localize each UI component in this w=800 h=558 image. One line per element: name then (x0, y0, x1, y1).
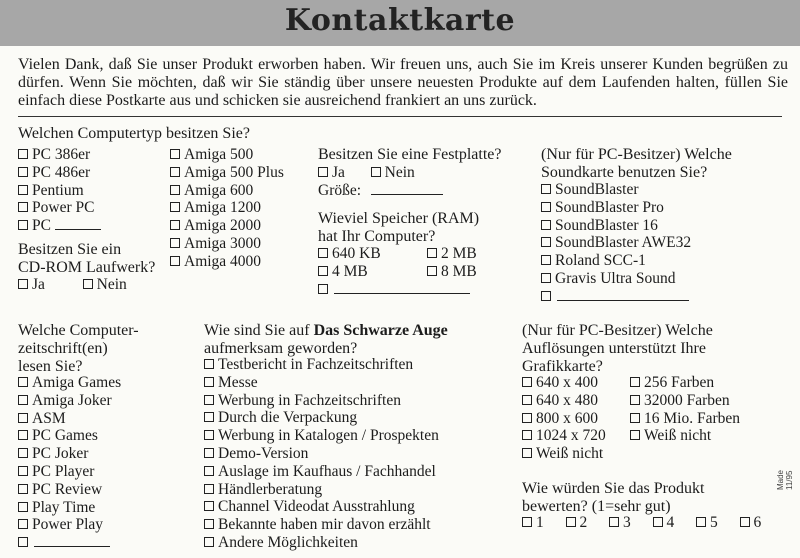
checkbox[interactable] (170, 149, 180, 159)
option-res-640x400[interactable]: 640 x 400 (522, 374, 606, 392)
option-res-800x600[interactable]: 800 x 600 (522, 410, 606, 428)
option-messe[interactable]: Messe (204, 374, 439, 392)
option-cdrom-yes[interactable]: Ja (18, 276, 45, 293)
checkbox[interactable] (18, 220, 28, 230)
checkbox[interactable] (522, 448, 532, 458)
checkbox[interactable] (204, 519, 214, 529)
option-pc-review[interactable]: PC Review (18, 481, 121, 499)
checkbox[interactable] (566, 517, 576, 527)
harddisk-options (318, 164, 415, 182)
option-testbericht[interactable]: Testbericht in Fachzeitschriften (204, 356, 439, 374)
magazines-question: Welche Computer- zeitschrift(en) lesen Sie? (18, 322, 139, 375)
checkbox[interactable] (18, 395, 28, 405)
option-amiga-joker[interactable]: Amiga Joker (18, 392, 121, 410)
option-gravis[interactable]: Gravis Ultra Sound (541, 270, 691, 288)
option-col-32000[interactable]: 32000 Farben (630, 392, 740, 410)
checkbox[interactable] (18, 413, 28, 423)
option-pc-other[interactable]: PC (18, 217, 101, 235)
checkbox[interactable] (18, 466, 28, 476)
checkbox[interactable] (204, 430, 214, 440)
option-power-play[interactable]: Power Play (18, 516, 121, 534)
checkbox[interactable] (18, 279, 28, 289)
intro-text: Vielen Dank, daß Sie unser Produkt erworben haben. Wir freuen uns, auch Sie im Kreis unserer Kunden begrüßen zu dürfen. Wenn Sie möchten, daß wir Sie ständig über unsere neuesten Produkte auf dem Laufenden halten, füllen Sie einfach diese Postkarte aus und schicken sie ausreichend frankiert an uns zurück. (18, 56, 788, 109)
checkbox[interactable] (170, 220, 180, 230)
checkbox[interactable] (204, 412, 214, 422)
soundcard-question: (Nur für PC-Besitzer) Welche Soundkarte benutzen Sie? (541, 146, 732, 181)
computer-question: Welchen Computertyp besitzen Sie? (18, 125, 250, 142)
soundcard-other-field[interactable] (557, 288, 689, 301)
checkbox[interactable] (609, 517, 619, 527)
checkbox[interactable] (371, 167, 381, 177)
option-bekannte[interactable]: Bekannte haben mir davon erzählt (204, 516, 439, 534)
option-amiga-games[interactable]: Amiga Games (18, 374, 121, 392)
option-pc-player[interactable]: PC Player (18, 463, 121, 481)
option-soundblaster-awe32[interactable]: SoundBlaster AWE32 (541, 234, 691, 252)
checkbox[interactable] (427, 248, 437, 258)
option-amiga500plus[interactable]: Amiga 500 Plus (170, 164, 284, 182)
checkbox[interactable] (318, 266, 328, 276)
checkbox[interactable] (170, 256, 180, 266)
checkbox[interactable] (204, 537, 214, 547)
option-col-16mio[interactable]: 16 Mio. Farben (630, 410, 740, 428)
option-rating-1[interactable]: 1 (522, 514, 544, 531)
checkbox[interactable] (522, 395, 532, 405)
option-col-unknown[interactable]: Weiß nicht (630, 427, 740, 445)
option-soundblaster[interactable]: SoundBlaster (541, 181, 691, 199)
option-channel-videodat[interactable]: Channel Videodat Ausstrahlung (204, 498, 439, 516)
option-verpackung[interactable]: Durch die Verpackung (204, 409, 439, 427)
option-amiga600[interactable]: Amiga 600 (170, 182, 284, 200)
checkbox[interactable] (18, 202, 28, 212)
checkbox[interactable] (170, 185, 180, 195)
option-res-640x480[interactable]: 640 x 480 (522, 392, 606, 410)
option-ram-8mb[interactable]: 8 MB (427, 263, 477, 281)
divider (18, 116, 782, 117)
cdrom-question: Besitzen Sie ein CD-ROM Laufwerk? (18, 241, 156, 276)
checkbox[interactable] (630, 430, 640, 440)
harddisk-size: Größe: (318, 182, 443, 200)
option-andere[interactable]: Andere Möglichkeiten (204, 534, 439, 552)
checkbox[interactable] (522, 377, 532, 387)
checkbox[interactable] (170, 167, 180, 177)
checkbox[interactable] (18, 149, 28, 159)
checkbox[interactable] (541, 220, 551, 230)
size-field[interactable] (371, 182, 443, 195)
graphics-resolutions (522, 374, 606, 463)
cdrom-options (18, 276, 127, 294)
checkbox[interactable] (630, 377, 640, 387)
option-res-1024x720[interactable]: 1024 x 720 (522, 427, 606, 445)
option-pc386[interactable]: PC 386er (18, 146, 101, 164)
checkbox[interactable] (318, 248, 328, 258)
checkbox[interactable] (204, 359, 214, 369)
option-hdd-no[interactable]: Nein (371, 164, 415, 181)
option-rating-3[interactable]: 3 (609, 514, 631, 531)
computer-col2 (170, 146, 284, 271)
checkbox[interactable] (522, 517, 532, 527)
option-powerpc[interactable]: Power PC (18, 199, 101, 217)
option-pentium[interactable]: Pentium (18, 182, 101, 200)
checkbox[interactable] (427, 266, 437, 276)
option-magazine-other[interactable] (18, 534, 121, 552)
graphics-question: (Nur für PC-Besitzer) Welche Auflösungen unterstützt Ihre Grafikkarte? (522, 322, 713, 375)
rating-question: Wie würden Sie das Produkt bewerten? (1=sehr gut) (522, 480, 705, 515)
source-question: Wie sind Sie auf Das Schwarze Auge aufmerksam geworden? (204, 322, 448, 357)
checkbox[interactable] (18, 502, 28, 512)
checkbox[interactable] (630, 413, 640, 423)
computer-col1 (18, 146, 101, 235)
option-hdd-yes[interactable]: Ja (318, 164, 345, 181)
checkbox[interactable] (204, 466, 214, 476)
ram-other-field[interactable] (334, 281, 470, 294)
option-amiga4000[interactable]: Amiga 4000 (170, 253, 284, 271)
graphics-colors (630, 374, 740, 445)
checkbox[interactable] (18, 430, 28, 440)
checkbox[interactable] (204, 395, 214, 405)
checkbox[interactable] (740, 517, 750, 527)
checkbox[interactable] (541, 291, 551, 301)
option-rating-6[interactable]: 6 (740, 514, 762, 531)
option-cdrom-no[interactable]: Nein (83, 276, 127, 293)
checkbox[interactable] (18, 448, 28, 458)
option-soundblaster-pro[interactable]: SoundBlaster Pro (541, 199, 691, 217)
checkbox[interactable] (204, 484, 214, 494)
checkbox[interactable] (204, 501, 214, 511)
option-amiga2000[interactable]: Amiga 2000 (170, 217, 284, 235)
option-demo-version[interactable]: Demo-Version (204, 445, 439, 463)
checkbox[interactable] (83, 279, 93, 289)
option-werbung-zeitschriften[interactable]: Werbung in Fachzeitschriften (204, 392, 439, 410)
checkbox[interactable] (318, 284, 328, 294)
checkbox[interactable] (18, 377, 28, 387)
checkbox[interactable] (522, 430, 532, 440)
checkbox[interactable] (318, 167, 328, 177)
option-col-256[interactable]: 256 Farben (630, 374, 740, 392)
harddisk-question: Besitzen Sie eine Festplatte? (318, 146, 502, 163)
page-title: Kontaktkarte (284, 3, 516, 38)
checkbox[interactable] (170, 202, 180, 212)
checkbox[interactable] (18, 519, 28, 529)
checkbox[interactable] (541, 255, 551, 265)
option-play-time[interactable]: Play Time (18, 499, 121, 517)
option-rating-5[interactable]: 5 (696, 514, 718, 531)
option-werbung-kataloge[interactable]: Werbung in Katalogen / Prospekten (204, 427, 439, 445)
option-amiga500[interactable]: Amiga 500 (170, 146, 284, 164)
checkbox[interactable] (630, 395, 640, 405)
checkbox[interactable] (541, 237, 551, 247)
option-res-unknown[interactable]: Weiß nicht (522, 445, 606, 463)
checkbox[interactable] (18, 167, 28, 177)
option-ram-2mb[interactable]: 2 MB (427, 245, 477, 263)
checkbox[interactable] (696, 517, 706, 527)
magazine-other-field[interactable] (34, 534, 110, 547)
option-asm[interactable]: ASM (18, 410, 121, 428)
checkbox[interactable] (653, 517, 663, 527)
option-pc486[interactable]: PC 486er (18, 164, 101, 182)
checkbox[interactable] (204, 448, 214, 458)
option-ram-640kb[interactable]: 640 KB (318, 245, 381, 263)
checkbox[interactable] (204, 377, 214, 387)
checkbox[interactable] (522, 413, 532, 423)
checkbox[interactable] (541, 202, 551, 212)
option-rating-2[interactable]: 2 (566, 514, 588, 531)
option-amiga1200[interactable]: Amiga 1200 (170, 199, 284, 217)
checkbox[interactable] (541, 273, 551, 283)
option-rating-4[interactable]: 4 (653, 514, 675, 531)
option-pc-games[interactable]: PC Games (18, 427, 121, 445)
option-soundblaster-16[interactable]: SoundBlaster 16 (541, 217, 691, 235)
source-options (204, 356, 439, 552)
option-pc-joker[interactable]: PC Joker (18, 445, 121, 463)
option-soundcard-other[interactable] (541, 288, 691, 306)
option-amiga3000[interactable]: Amiga 3000 (170, 235, 284, 253)
soundcard-options (541, 181, 691, 306)
checkbox[interactable] (18, 484, 28, 494)
checkbox[interactable] (170, 238, 180, 248)
rating-options (522, 514, 761, 532)
option-ram-4mb[interactable]: 4 MB (318, 263, 368, 281)
print-note: Made 11/95 (776, 469, 794, 490)
option-roland-scc1[interactable]: Roland SCC-1 (541, 252, 691, 270)
magazines-options (18, 374, 121, 552)
pc-other-field[interactable] (55, 217, 101, 230)
checkbox[interactable] (541, 184, 551, 194)
checkbox[interactable] (18, 537, 28, 547)
checkbox[interactable] (18, 185, 28, 195)
option-ram-other[interactable] (318, 281, 470, 299)
ram-question: Wieviel Speicher (RAM) hat Ihr Computer? (318, 210, 480, 245)
option-haendlerberatung[interactable]: Händlerberatung (204, 481, 439, 499)
option-auslage[interactable]: Auslage im Kaufhaus / Fachhandel (204, 463, 439, 481)
